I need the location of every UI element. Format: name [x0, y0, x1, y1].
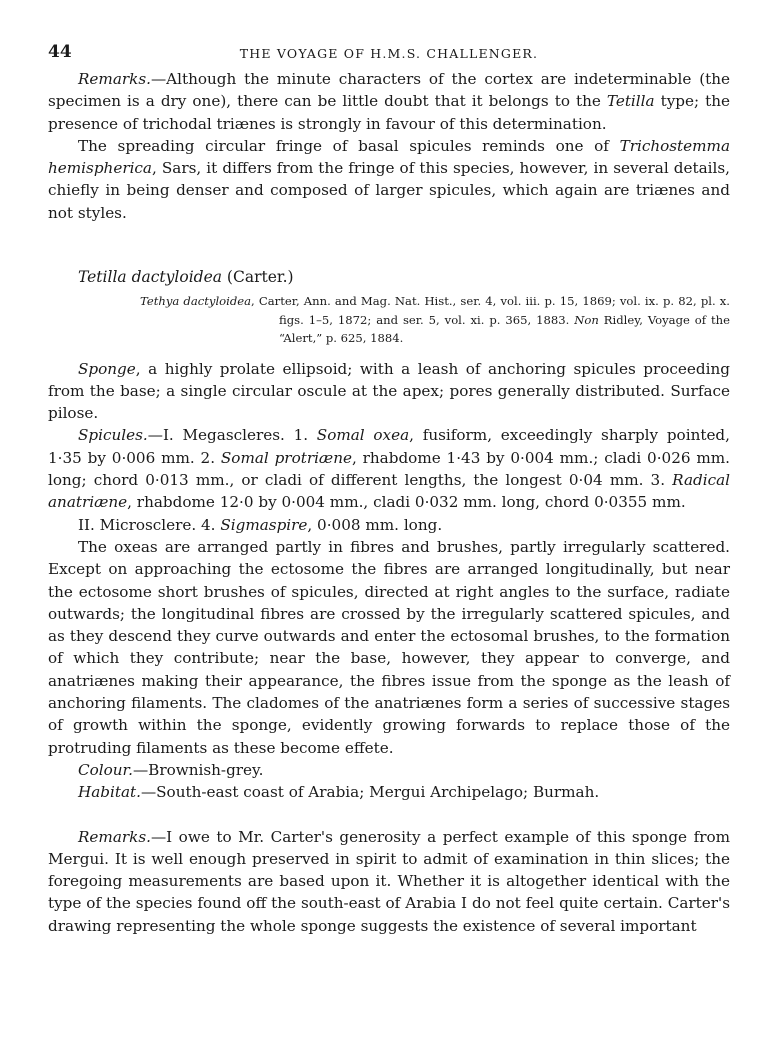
- page-header: [48, 42, 730, 68]
- colour-line: Colour.—Brownish-grey.: [78, 760, 264, 779]
- habitat-line: Habitat.—South-east coast of Arabia; Mergui Archipelago; Burmah.: [78, 783, 600, 802]
- species-heading: Tetilla dactyloidea (Carter.): [78, 268, 294, 287]
- remarks-paragraph: Remarks.—Although the minute characters of the cortex are indeterminable (the specimen is a dry one), there can be little doubt that it belongs to the Tetilla type; the presence of trichodal triænes is strongly in favour of this determination.: [48, 70, 730, 133]
- oxeas-paragraph: The oxeas are arranged partly in fibres and brushes, partly irregularly scattered. Except on approaching the ectosome the fibres are arranged longitudinally, but near the ectosome short brushes of spicules, directed at right angles to the surface, radiate outwards; the longitudinal fibres are crossed by the irregularly scattered spicules, and as they descend they curve outwards and enter the ectosomal brushes, to the formation of which they contribute; near the base, however, they appear to converge, and anatriænes making their appearance, the fibres issue from the sponge as the leash of anchoring filaments. The cladomes of the anatriænes form a series of successive stages of growth within the sponge, evidently growing forwards to replace those of the protruding filaments as these become effete.: [48, 537, 730, 757]
- microsclere-line: II. Microsclere. 4. Sigmaspire, 0·008 mm. long.: [78, 515, 443, 534]
- synonymy-citation: Tethya dactyloidea, Carter, Ann. and Mag. Nat. Hist., ser. 4, vol. iii. p. 15, 1869; vol. ix. p. 82, pl. x. figs. 1–5, 1872; and ser. 5, vol. xi. p. 365, 1883. Non Ridley, Voyage of the “Alert,” p. 625, 1884.: [140, 294, 730, 346]
- sponge-description: Sponge, a highly prolate ellipsoid; with a leash of anchoring spicules proceeding from the base; a single circular oscule at the apex; pores generally distributed. Surface pilose.: [48, 359, 730, 423]
- spicules-description: Spicules.—I. Megascleres. 1. Somal oxea, fusiform, exceedingly sharply pointed, 1·35 by 0·006 mm. 2. Somal protriæne, rhabdome 1·43 by 0·004 mm.; cladi 0·026 mm. long; chord 0·013 mm., or cladi of different lengths, the longest 0·04 mm. 3. Radical anatriæne, rhabdome 12·0 by 0·004 mm., cladi 0·032 mm. long, chord 0·0355 mm.: [48, 426, 730, 512]
- page-number: 44: [48, 42, 72, 62]
- fringe-paragraph: The spreading circular fringe of basal spicules reminds one of Trichostemma hemispherica, Sars, it differs from the fringe of this species, however, in several details, chiefly in being denser and composed of larger spicules, which again are triænes and not styles.: [48, 136, 730, 222]
- running-title: THE VOYAGE OF H.M.S. CHALLENGER.: [239, 46, 539, 61]
- page: [48, 42, 730, 937]
- remarks-paragraph-2: Remarks.—I owe to Mr. Carter's generosity a perfect example of this sponge from Mergui. It is well enough preserved in spirit to admit of examination in thin slices; the foregoing measurements are based upon it. Whether it is altogether identical with the type of the species found off the south-east of Arabia I do not feel quite certain. Carter's drawing representing the whole sponge suggests the existence of several important: [48, 827, 730, 935]
- remarks-label: Remarks.: [78, 70, 151, 88]
